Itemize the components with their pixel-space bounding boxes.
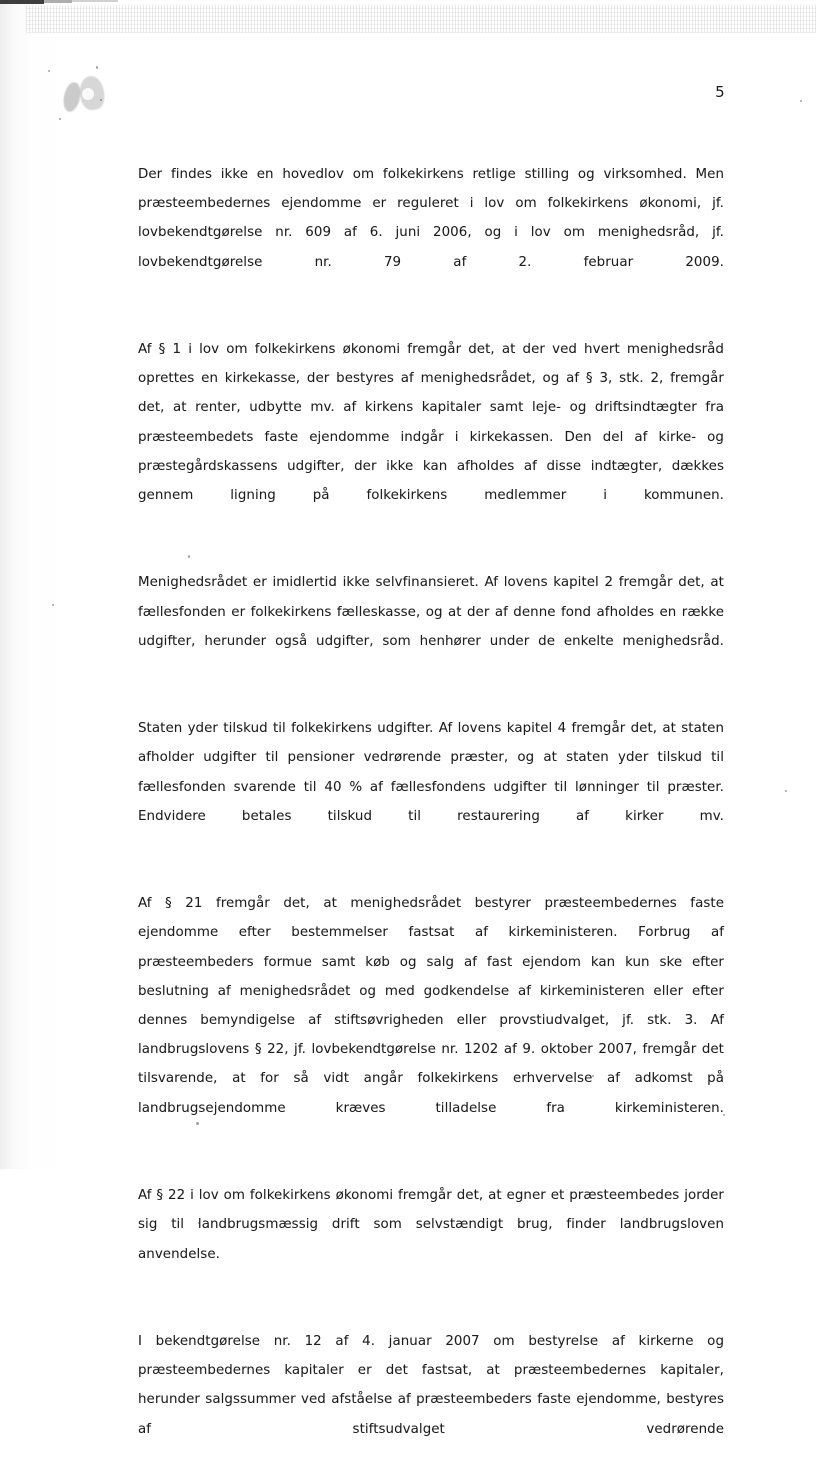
document-body [138, 160, 724, 1473]
paragraph: I bekendtgørelse nr. 12 af 4. januar 2007 om bestyrelse af kirkerne og præsteembedernes kapitaler er det fastsat, at præsteembedernes kapitaler, herunder salgssummer ved afståelse af præsteembeders faste ejendomme, bestyres af stiftsudvalget vedrørende [138, 1333, 724, 1437]
scan-edge-band-icon [0, 0, 44, 4]
scan-smudge-artifact-icon [62, 74, 106, 118]
scan-speck [48, 70, 50, 72]
scan-speck [100, 99, 102, 101]
scan-edge-band-tertiary-icon [72, 0, 118, 2]
scan-speck [785, 790, 787, 792]
scan-speck [800, 100, 802, 102]
paragraph: Af § 22 i lov om folkekirkens økonomi fremgår det, at egner et præsteembedes jorder sig til landbrugsmæssig drift som selvstændigt brug, finder landbrugsloven anvendelse. [138, 1188, 724, 1262]
scan-speck [96, 66, 98, 69]
scan-speck [59, 118, 61, 120]
page-number: 5 [715, 83, 725, 101]
paragraph: Af § 21 fremgår det, at menighedsrådet bestyrer præsteembedernes faste ejendomme efter bestemmelser fastsat af kirkeministeren. Forbrug af præsteembeders formue samt køb og salg af fast ejendom kan kun ske efter beslutning af menighedsrådet og med godkendelse af kirkeministeren eller efter dennes bemyndigelse af stiftsøvrigheden eller provstiudvalget, jf. stk. 3. Af landbrugslovens § 22, jf. lovbekendtgørelse nr. 1202 af 9. oktober 2007, fremgår det tilsvarende, at for så vidt angår folkekirkens erhvervelse af adkomst på landbrugsejendomme kræves tilladelse fra kirkeministeren. [138, 896, 724, 1116]
paragraph: Staten yder tilskud til folkekirkens udgifter. Af lovens kapitel 4 fremgår det, at staten afholder udgifter til pensioner vedrørende præster, og at staten yder tilskud til fællesfonden svarende til 40 % af fællesfondens udgifter til lønninger til præster. Endvidere betales tilskud til restaurering af kirker mv. [138, 721, 724, 824]
scan-edge-band-secondary-icon [44, 0, 72, 3]
scan-speck [52, 604, 54, 606]
scan-noise-texture [26, 5, 816, 33]
paragraph: Af § 1 i lov om folkekirkens økonomi fremgår det, at der ved hvert menighedsråd oprettes en kirkekasse, der bestyres af menighedsrådet, og af § 3, stk. 2, fremgår det, at renter, udbytte mv. af kirkens kapitaler samt leje- og driftsindtægter fra præsteembedets faste ejendomme indgår i kirkekassen. Den del af kirke- og præstegårdskassens udgifter, der ikke kan afholdes af disse indtægter, dækkes gennem ligning på folkekirkens medlemmer i kommunen. [138, 342, 724, 504]
paragraph: Der findes ikke en hovedlov om folkekirkens retlige stilling og virksomhed. Men præsteembedernes ejendomme er reguleret i lov om folkekirkens økonomi, jf. lovbekendtgørelse nr. 609 af 6. juni 2006, og i lov om menighedsråd, jf. lovbekendtgørelse nr. 79 af 2. februar 2009. [138, 167, 724, 270]
paragraph: Menighedsrådet er imidlertid ikke selvfinansieret. Af lovens kapitel 2 fremgår det, at fællesfonden er folkekirkens fælleskasse, og at der af denne fond afholdes en række udgifter, herunder også udgifter, som henhører under de enkelte menighedsråd. [138, 575, 724, 649]
